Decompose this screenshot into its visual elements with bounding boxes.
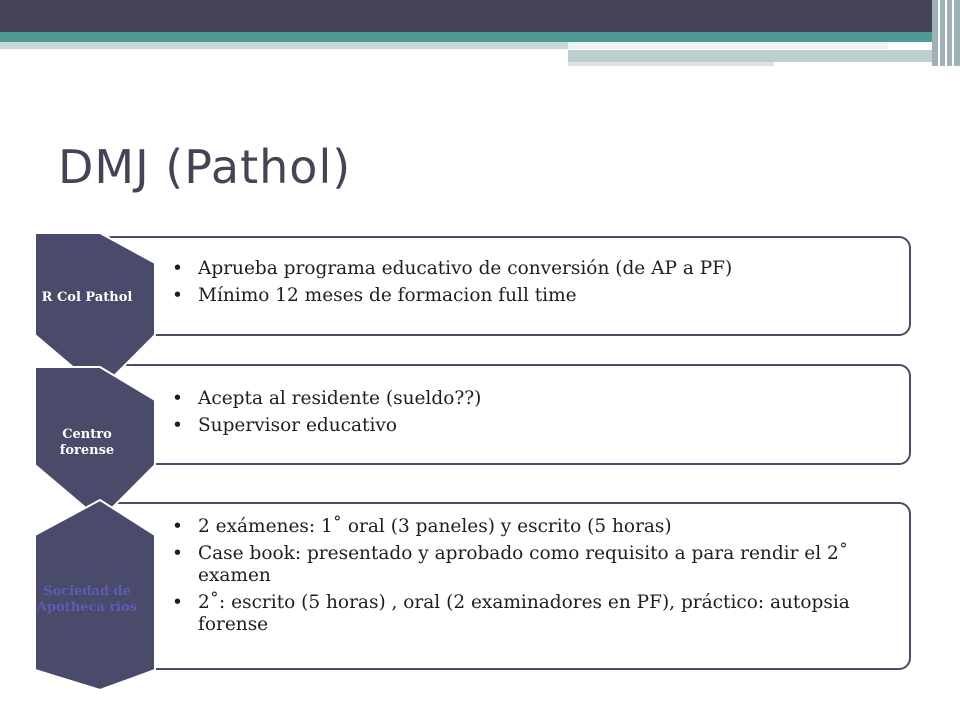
row-3-label: Sociedad de Apotheca rios	[36, 584, 138, 615]
bullet-item: • 2 exámenes: 1˚ oral (3 paneles) y escrito (5 horas)	[168, 516, 909, 538]
row-2-label: Centro forense	[59, 427, 115, 458]
bullet-item: • Aprueba programa educativo de conversión (de AP a PF)	[168, 258, 909, 280]
row-1-label: R Col Pathol	[41, 290, 133, 305]
bullet-item: • Acepta al residente (sueldo??)	[168, 388, 909, 410]
bullet-item: • Supervisor educativo	[168, 415, 909, 437]
slide-title: DMJ (Pathol)	[58, 140, 352, 194]
bullet-item: • 2˚: escrito (5 horas) , oral (2 examinadores en PF), práctico: autopsia forense	[168, 592, 909, 636]
bullet-item: • Case book: presentado y aprobado como requisito a para rendir el 2˚ examen	[168, 543, 909, 587]
bullet-item: • Mínimo 12 meses de formacion full time	[168, 285, 909, 307]
